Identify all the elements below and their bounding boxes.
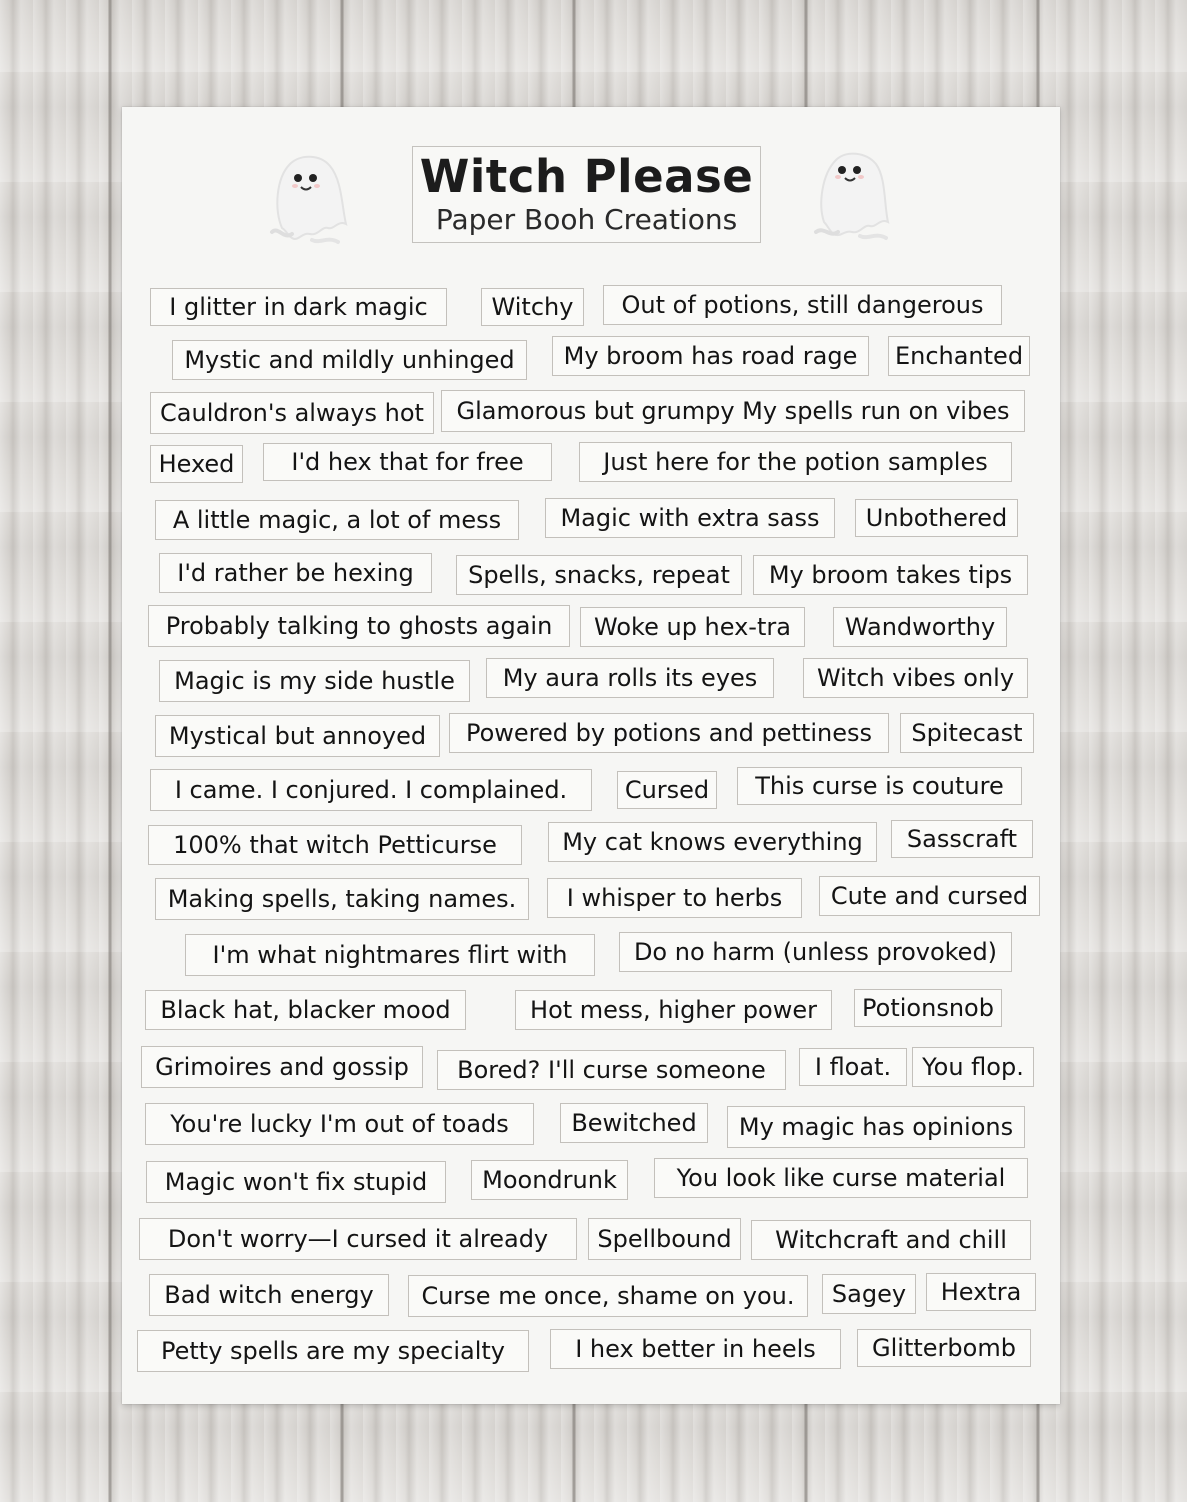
sticker-label: Bad witch energy bbox=[149, 1274, 389, 1316]
sticker-label: Cursed bbox=[617, 771, 717, 809]
ghost-icon bbox=[812, 146, 894, 244]
sticker-label: Making spells, taking names. bbox=[155, 878, 529, 920]
sticker-label: Enchanted bbox=[888, 336, 1030, 376]
sticker-label: Cute and cursed bbox=[819, 876, 1040, 916]
sticker-label: Spellbound bbox=[588, 1218, 741, 1260]
sticker-label: Powered by potions and pettiness bbox=[449, 713, 889, 753]
sticker-label: Cauldron's always hot bbox=[150, 392, 434, 434]
sticker-label: I'd rather be hexing bbox=[159, 553, 432, 593]
sticker-label: You look like curse material bbox=[654, 1158, 1028, 1198]
sticker-label: This curse is couture bbox=[737, 767, 1022, 805]
sticker-label: Witchy bbox=[481, 288, 584, 326]
sticker-label: Moondrunk bbox=[471, 1160, 628, 1200]
sticker-label: I hex better in heels bbox=[550, 1329, 841, 1369]
sticker-label: Mystic and mildly unhinged bbox=[172, 340, 527, 380]
sticker-label: Sagey bbox=[822, 1274, 916, 1314]
sticker-label: Black hat, blacker mood bbox=[145, 990, 466, 1030]
sticker-label: My magic has opinions bbox=[727, 1106, 1025, 1148]
sticker-label: Hot mess, higher power bbox=[515, 990, 832, 1030]
sticker-label: Magic is my side hustle bbox=[159, 660, 470, 702]
sticker-label: My broom takes tips bbox=[753, 555, 1028, 595]
sticker-label: My cat knows everything bbox=[548, 822, 877, 862]
sticker-label: Curse me once, shame on you. bbox=[408, 1275, 808, 1317]
sticker-label: Spitecast bbox=[900, 713, 1034, 753]
sticker-label: Probably talking to ghosts again bbox=[148, 605, 570, 647]
sticker-label: Magic won't fix stupid bbox=[146, 1161, 446, 1203]
sticker-label: You're lucky I'm out of toads bbox=[145, 1103, 534, 1145]
sticker-label: Glamorous but grumpy My spells run on vibes bbox=[441, 390, 1025, 432]
sticker-label: Out of potions, still dangerous bbox=[603, 285, 1002, 325]
sticker-label: Petty spells are my specialty bbox=[137, 1330, 529, 1372]
sticker-label: Hextra bbox=[926, 1273, 1036, 1311]
sticker-label: Sasscraft bbox=[891, 820, 1033, 858]
sticker-label: Mystical but annoyed bbox=[155, 715, 440, 757]
sticker-label: You flop. bbox=[912, 1047, 1034, 1087]
sticker-label: Witch vibes only bbox=[803, 658, 1028, 698]
sticker-label: I came. I conjured. I complained. bbox=[150, 769, 592, 811]
sticker-label: Don't worry—I cursed it already bbox=[139, 1218, 577, 1260]
sticker-label: I glitter in dark magic bbox=[150, 288, 447, 326]
sticker-label: Hexed bbox=[150, 445, 243, 483]
sticker-label: Spells, snacks, repeat bbox=[456, 555, 742, 595]
sticker-label: Glitterbomb bbox=[857, 1329, 1031, 1367]
sticker-label: I whisper to herbs bbox=[547, 878, 802, 918]
sticker-label: Magic with extra sass bbox=[545, 498, 835, 538]
sticker-label: Bored? I'll curse someone bbox=[437, 1050, 786, 1090]
sticker-label: Do no harm (unless provoked) bbox=[619, 932, 1012, 972]
sticker-label: Grimoires and gossip bbox=[141, 1046, 423, 1088]
sticker-label: A little magic, a lot of mess bbox=[155, 500, 519, 540]
sticker-label: Unbothered bbox=[855, 499, 1018, 537]
sticker-label: Potionsnob bbox=[854, 989, 1002, 1027]
sticker-label: Wandworthy bbox=[833, 607, 1007, 647]
sticker-label: I'm what nightmares flirt with bbox=[185, 934, 595, 976]
ghost-icon bbox=[268, 150, 350, 248]
sticker-label: Bewitched bbox=[560, 1103, 708, 1143]
page-title: Witch Please bbox=[419, 150, 754, 203]
sticker-label: I'd hex that for free bbox=[263, 443, 552, 481]
sticker-label: Just here for the potion samples bbox=[579, 442, 1012, 482]
sticker-label: Witchcraft and chill bbox=[751, 1220, 1031, 1260]
page-subtitle: Paper Booh Creations bbox=[435, 203, 738, 236]
sticker-label: 100% that witch Petticurse bbox=[148, 825, 522, 865]
sticker-label: My broom has road rage bbox=[552, 336, 869, 376]
sticker-label: Woke up hex-tra bbox=[580, 607, 805, 647]
sticker-label: My aura rolls its eyes bbox=[486, 658, 774, 698]
sticker-label: I float. bbox=[799, 1048, 907, 1086]
title-label bbox=[412, 146, 761, 243]
